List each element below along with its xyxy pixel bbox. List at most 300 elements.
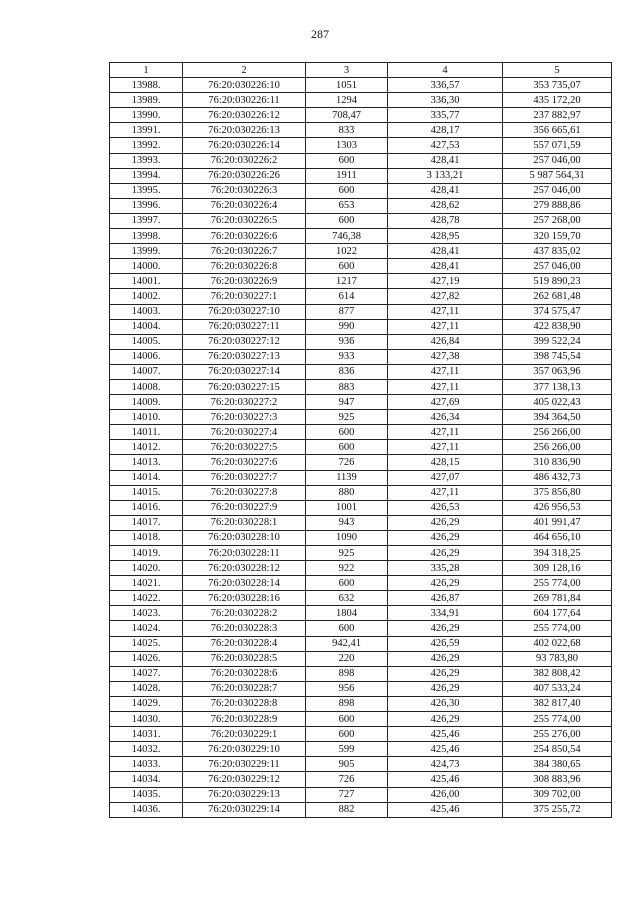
area-cell: 727 <box>306 787 388 802</box>
row-number-cell: 14034. <box>110 772 183 787</box>
cadastral-value-cell: 255 774,00 <box>503 712 612 727</box>
table-row <box>110 319 612 334</box>
specific-value-cell: 426,29 <box>388 621 503 636</box>
specific-value-cell: 426,00 <box>388 787 503 802</box>
row-number-cell: 14023. <box>110 606 183 621</box>
specific-value-cell: 426,29 <box>388 666 503 681</box>
table-row <box>110 349 612 364</box>
cadastral-number-cell: 76:20:030228:8 <box>183 696 306 711</box>
cadastral-number-cell: 76:20:030227:7 <box>183 470 306 485</box>
cadastral-number-cell: 76:20:030227:11 <box>183 319 306 334</box>
cadastral-value-cell: 356 665,61 <box>503 123 612 138</box>
area-cell: 1294 <box>306 93 388 108</box>
table-row <box>110 213 612 228</box>
specific-value-cell: 426,29 <box>388 712 503 727</box>
specific-value-cell: 425,46 <box>388 802 503 817</box>
area-cell: 1090 <box>306 530 388 545</box>
specific-value-cell: 428,41 <box>388 153 503 168</box>
area-cell: 880 <box>306 485 388 500</box>
table-row <box>110 123 612 138</box>
table-row <box>110 183 612 198</box>
cadastral-number-cell: 76:20:030229:14 <box>183 802 306 817</box>
row-number-cell: 14000. <box>110 259 183 274</box>
area-cell: 1804 <box>306 606 388 621</box>
table-row <box>110 757 612 772</box>
page-number: 287 <box>311 27 329 41</box>
cadastral-number-cell: 76:20:030229:12 <box>183 772 306 787</box>
area-cell: 833 <box>306 123 388 138</box>
area-cell: 922 <box>306 561 388 576</box>
area-cell: 1022 <box>306 244 388 259</box>
row-number-cell: 14031. <box>110 727 183 742</box>
cadastral-number-cell: 76:20:030227:15 <box>183 379 306 394</box>
table-row <box>110 546 612 561</box>
table-row <box>110 364 612 379</box>
area-cell: 653 <box>306 198 388 213</box>
row-number-cell: 14010. <box>110 410 183 425</box>
cadastral-value-cell: 375 856,80 <box>503 485 612 500</box>
table-row <box>110 515 612 530</box>
row-number-cell: 14025. <box>110 636 183 651</box>
row-number-cell: 14036. <box>110 802 183 817</box>
area-cell: 877 <box>306 304 388 319</box>
specific-value-cell: 426,29 <box>388 681 503 696</box>
table-row <box>110 425 612 440</box>
cadastral-value-cell: 257 046,00 <box>503 183 612 198</box>
row-number-cell: 13998. <box>110 229 183 244</box>
cadastral-number-cell: 76:20:030227:13 <box>183 349 306 364</box>
row-number-cell: 13999. <box>110 244 183 259</box>
specific-value-cell: 426,87 <box>388 591 503 606</box>
cadastral-number-cell: 76:20:030227:6 <box>183 455 306 470</box>
table-row <box>110 229 612 244</box>
cadastral-value-cell: 353 735,07 <box>503 78 612 93</box>
cadastral-number-cell: 76:20:030228:4 <box>183 636 306 651</box>
specific-value-cell: 335,77 <box>388 108 503 123</box>
specific-value-cell: 426,29 <box>388 546 503 561</box>
row-number-cell: 13995. <box>110 183 183 198</box>
specific-value-cell: 428,41 <box>388 244 503 259</box>
cadastral-value-cell: 257 046,00 <box>503 259 612 274</box>
table-row <box>110 591 612 606</box>
cadastral-number-cell: 76:20:030226:7 <box>183 244 306 259</box>
specific-value-cell: 427,11 <box>388 425 503 440</box>
cadastral-number-cell: 76:20:030228:9 <box>183 712 306 727</box>
area-cell: 600 <box>306 727 388 742</box>
area-cell: 600 <box>306 576 388 591</box>
row-number-cell: 14030. <box>110 712 183 727</box>
table-row <box>110 727 612 742</box>
cadastral-number-cell: 76:20:030228:1 <box>183 515 306 530</box>
specific-value-cell: 336,30 <box>388 93 503 108</box>
area-cell: 836 <box>306 364 388 379</box>
table-row <box>110 198 612 213</box>
table-row <box>110 802 612 817</box>
cadastral-number-cell: 76:20:030227:14 <box>183 364 306 379</box>
specific-value-cell: 427,11 <box>388 304 503 319</box>
area-cell: 882 <box>306 802 388 817</box>
area-cell: 746,38 <box>306 229 388 244</box>
row-number-cell: 13991. <box>110 123 183 138</box>
row-number-cell: 14008. <box>110 379 183 394</box>
cadastral-value-cell: 254 850,54 <box>503 742 612 757</box>
column-header: 3 <box>306 63 388 78</box>
specific-value-cell: 425,46 <box>388 742 503 757</box>
table-row <box>110 289 612 304</box>
cadastral-number-cell: 76:20:030226:8 <box>183 259 306 274</box>
specific-value-cell: 426,29 <box>388 576 503 591</box>
area-cell: 708,47 <box>306 108 388 123</box>
area-cell: 1001 <box>306 500 388 515</box>
specific-value-cell: 428,15 <box>388 455 503 470</box>
row-number-cell: 14019. <box>110 546 183 561</box>
specific-value-cell: 426,29 <box>388 515 503 530</box>
table-row <box>110 696 612 711</box>
table-row <box>110 636 612 651</box>
cadastral-number-cell: 76:20:030226:6 <box>183 229 306 244</box>
table-row <box>110 530 612 545</box>
table-row <box>110 153 612 168</box>
row-number-cell: 14006. <box>110 349 183 364</box>
table-header-row <box>110 63 612 78</box>
cadastral-value-cell: 384 380,65 <box>503 757 612 772</box>
cadastral-number-cell: 76:20:030229:10 <box>183 742 306 757</box>
cadastral-number-cell: 76:20:030228:5 <box>183 651 306 666</box>
area-cell: 1139 <box>306 470 388 485</box>
cadastral-number-cell: 76:20:030227:8 <box>183 485 306 500</box>
area-cell: 600 <box>306 213 388 228</box>
row-number-cell: 14009. <box>110 395 183 410</box>
area-cell: 599 <box>306 742 388 757</box>
table-row <box>110 334 612 349</box>
cadastral-value-cell: 309 702,00 <box>503 787 612 802</box>
specific-value-cell: 336,57 <box>388 78 503 93</box>
table-row <box>110 455 612 470</box>
area-cell: 600 <box>306 621 388 636</box>
row-number-cell: 14028. <box>110 681 183 696</box>
cadastral-number-cell: 76:20:030226:9 <box>183 274 306 289</box>
area-cell: 936 <box>306 334 388 349</box>
row-number-cell: 14021. <box>110 576 183 591</box>
cadastral-number-cell: 76:20:030227:1 <box>183 289 306 304</box>
area-cell: 726 <box>306 455 388 470</box>
specific-value-cell: 427,11 <box>388 485 503 500</box>
cadastral-value-cell: 237 882,97 <box>503 108 612 123</box>
row-number-cell: 13989. <box>110 93 183 108</box>
cadastral-number-cell: 76:20:030226:4 <box>183 198 306 213</box>
specific-value-cell: 425,46 <box>388 772 503 787</box>
specific-value-cell: 427,11 <box>388 440 503 455</box>
area-cell: 600 <box>306 440 388 455</box>
cadastral-value-cell: 255 276,00 <box>503 727 612 742</box>
table-row <box>110 395 612 410</box>
specific-value-cell: 428,78 <box>388 213 503 228</box>
area-cell: 600 <box>306 183 388 198</box>
table-row <box>110 576 612 591</box>
column-header: 2 <box>183 63 306 78</box>
row-number-cell: 14027. <box>110 666 183 681</box>
specific-value-cell: 426,29 <box>388 530 503 545</box>
table-row <box>110 304 612 319</box>
cadastral-value-cell: 407 533,24 <box>503 681 612 696</box>
cadastral-value-cell: 320 159,70 <box>503 229 612 244</box>
row-number-cell: 14029. <box>110 696 183 711</box>
row-number-cell: 13993. <box>110 153 183 168</box>
cadastral-number-cell: 76:20:030228:10 <box>183 530 306 545</box>
area-cell: 614 <box>306 289 388 304</box>
cadastral-value-cell: 255 774,00 <box>503 621 612 636</box>
cadastral-value-cell: 557 071,59 <box>503 138 612 153</box>
cadastral-number-cell: 76:20:030226:10 <box>183 78 306 93</box>
area-cell: 898 <box>306 666 388 681</box>
area-cell: 905 <box>306 757 388 772</box>
row-number-cell: 14012. <box>110 440 183 455</box>
specific-value-cell: 426,29 <box>388 651 503 666</box>
table-body <box>110 78 612 818</box>
table-row <box>110 500 612 515</box>
area-cell: 883 <box>306 379 388 394</box>
table-row <box>110 138 612 153</box>
cadastral-value-cell: 256 266,00 <box>503 425 612 440</box>
specific-value-cell: 428,17 <box>388 123 503 138</box>
row-number-cell: 14035. <box>110 787 183 802</box>
area-cell: 898 <box>306 696 388 711</box>
table-row <box>110 440 612 455</box>
table-row <box>110 772 612 787</box>
row-number-cell: 13988. <box>110 78 183 93</box>
table-row <box>110 78 612 93</box>
row-number-cell: 14024. <box>110 621 183 636</box>
specific-value-cell: 428,41 <box>388 259 503 274</box>
specific-value-cell: 426,34 <box>388 410 503 425</box>
cadastral-number-cell: 76:20:030228:6 <box>183 666 306 681</box>
cadastral-number-cell: 76:20:030226:11 <box>183 93 306 108</box>
row-number-cell: 14003. <box>110 304 183 319</box>
table-row <box>110 244 612 259</box>
row-number-cell: 13996. <box>110 198 183 213</box>
cadastral-number-cell: 76:20:030228:2 <box>183 606 306 621</box>
cadastral-value-cell: 269 781,84 <box>503 591 612 606</box>
area-cell: 933 <box>306 349 388 364</box>
row-number-cell: 14020. <box>110 561 183 576</box>
table-row <box>110 561 612 576</box>
row-number-cell: 14007. <box>110 364 183 379</box>
column-header: 1 <box>110 63 183 78</box>
cadastral-value-cell: 357 063,96 <box>503 364 612 379</box>
cadastral-value-cell: 257 046,00 <box>503 153 612 168</box>
cadastral-value-cell: 374 575,47 <box>503 304 612 319</box>
cadastral-value-cell: 426 956,53 <box>503 500 612 515</box>
table-row <box>110 470 612 485</box>
row-number-cell: 14022. <box>110 591 183 606</box>
cadastral-number-cell: 76:20:030227:3 <box>183 410 306 425</box>
cadastral-value-cell: 398 745,54 <box>503 349 612 364</box>
cadastral-number-cell: 76:20:030228:3 <box>183 621 306 636</box>
specific-value-cell: 426,53 <box>388 500 503 515</box>
cadastral-number-cell: 76:20:030227:10 <box>183 304 306 319</box>
cadastral-value-cell: 262 681,48 <box>503 289 612 304</box>
cadastral-value-cell: 382 808,42 <box>503 666 612 681</box>
cadastral-value-cell: 394 318,25 <box>503 546 612 561</box>
row-number-cell: 14013. <box>110 455 183 470</box>
cadastral-value-cell: 309 128,16 <box>503 561 612 576</box>
specific-value-cell: 335,28 <box>388 561 503 576</box>
cadastral-number-cell: 76:20:030227:5 <box>183 440 306 455</box>
row-number-cell: 14032. <box>110 742 183 757</box>
specific-value-cell: 334,91 <box>388 606 503 621</box>
row-number-cell: 14002. <box>110 289 183 304</box>
cadastral-value-cell: 435 172,20 <box>503 93 612 108</box>
cadastral-number-cell: 76:20:030227:12 <box>183 334 306 349</box>
area-cell: 942,41 <box>306 636 388 651</box>
area-cell: 726 <box>306 772 388 787</box>
row-number-cell: 14004. <box>110 319 183 334</box>
row-number-cell: 14033. <box>110 757 183 772</box>
area-cell: 956 <box>306 681 388 696</box>
table-row <box>110 681 612 696</box>
specific-value-cell: 428,95 <box>388 229 503 244</box>
cadastral-number-cell: 76:20:030226:2 <box>183 153 306 168</box>
area-cell: 600 <box>306 259 388 274</box>
area-cell: 600 <box>306 712 388 727</box>
table-row <box>110 410 612 425</box>
area-cell: 1051 <box>306 78 388 93</box>
row-number-cell: 14001. <box>110 274 183 289</box>
cadastral-value-cell: 437 835,02 <box>503 244 612 259</box>
specific-value-cell: 3 133,21 <box>388 168 503 183</box>
area-cell: 1217 <box>306 274 388 289</box>
area-cell: 925 <box>306 546 388 561</box>
cadastral-number-cell: 76:20:030228:14 <box>183 576 306 591</box>
cadastral-number-cell: 76:20:030226:13 <box>183 123 306 138</box>
table-row <box>110 108 612 123</box>
cadastral-value-cell: 5 987 564,31 <box>503 168 612 183</box>
cadastral-number-cell: 76:20:030228:7 <box>183 681 306 696</box>
cadastral-number-cell: 76:20:030227:4 <box>183 425 306 440</box>
cadastral-value-cell: 382 817,40 <box>503 696 612 711</box>
column-header: 5 <box>503 63 612 78</box>
cadastral-value-cell: 394 364,50 <box>503 410 612 425</box>
area-cell: 925 <box>306 410 388 425</box>
table-row <box>110 168 612 183</box>
cadastral-number-cell: 76:20:030228:11 <box>183 546 306 561</box>
specific-value-cell: 428,41 <box>388 183 503 198</box>
table-row <box>110 606 612 621</box>
area-cell: 1303 <box>306 138 388 153</box>
specific-value-cell: 426,59 <box>388 636 503 651</box>
cadastral-number-cell: 76:20:030228:12 <box>183 561 306 576</box>
cadastral-value-cell: 405 022,43 <box>503 395 612 410</box>
cadastral-value-cell: 401 991,47 <box>503 515 612 530</box>
cadastral-value-cell: 93 783,80 <box>503 651 612 666</box>
specific-value-cell: 427,69 <box>388 395 503 410</box>
table-row <box>110 712 612 727</box>
area-cell: 600 <box>306 153 388 168</box>
cadastral-value-cell: 604 177,64 <box>503 606 612 621</box>
cadastral-number-cell: 76:20:030226:26 <box>183 168 306 183</box>
table-row <box>110 485 612 500</box>
table-row <box>110 787 612 802</box>
cadastral-number-cell: 76:20:030226:3 <box>183 183 306 198</box>
cadastral-value-cell: 519 890,23 <box>503 274 612 289</box>
specific-value-cell: 427,53 <box>388 138 503 153</box>
cadastral-value-cell: 399 522,24 <box>503 334 612 349</box>
table-row <box>110 379 612 394</box>
specific-value-cell: 426,84 <box>388 334 503 349</box>
area-cell: 947 <box>306 395 388 410</box>
row-number-cell: 13990. <box>110 108 183 123</box>
cadastral-value-cell: 279 888,86 <box>503 198 612 213</box>
specific-value-cell: 426,30 <box>388 696 503 711</box>
cadastral-number-cell: 76:20:030229:13 <box>183 787 306 802</box>
cadastral-value-cell: 308 883,96 <box>503 772 612 787</box>
cadastral-value-cell: 310 836,90 <box>503 455 612 470</box>
row-number-cell: 14016. <box>110 500 183 515</box>
cadastral-value-cell: 255 774,00 <box>503 576 612 591</box>
specific-value-cell: 424,73 <box>388 757 503 772</box>
specific-value-cell: 427,11 <box>388 319 503 334</box>
table-row <box>110 651 612 666</box>
specific-value-cell: 427,38 <box>388 349 503 364</box>
area-cell: 990 <box>306 319 388 334</box>
specific-value-cell: 428,62 <box>388 198 503 213</box>
cadastral-value-cell: 486 432,73 <box>503 470 612 485</box>
cadastral-value-cell: 256 266,00 <box>503 440 612 455</box>
cadastral-number-cell: 76:20:030229:1 <box>183 727 306 742</box>
cadastral-value-cell: 257 268,00 <box>503 213 612 228</box>
area-cell: 600 <box>306 425 388 440</box>
cadastral-number-cell: 76:20:030228:16 <box>183 591 306 606</box>
area-cell: 632 <box>306 591 388 606</box>
table-row <box>110 259 612 274</box>
specific-value-cell: 425,46 <box>388 727 503 742</box>
row-number-cell: 14018. <box>110 530 183 545</box>
row-number-cell: 14015. <box>110 485 183 500</box>
row-number-cell: 13994. <box>110 168 183 183</box>
row-number-cell: 13997. <box>110 213 183 228</box>
column-header: 4 <box>388 63 503 78</box>
cadastral-value-cell: 377 138,13 <box>503 379 612 394</box>
cadastral-value-cell: 375 255,72 <box>503 802 612 817</box>
cadastral-number-cell: 76:20:030227:2 <box>183 395 306 410</box>
cadastral-number-cell: 76:20:030226:5 <box>183 213 306 228</box>
row-number-cell: 14005. <box>110 334 183 349</box>
specific-value-cell: 427,11 <box>388 364 503 379</box>
area-cell: 1911 <box>306 168 388 183</box>
specific-value-cell: 427,19 <box>388 274 503 289</box>
cadastral-number-cell: 76:20:030226:14 <box>183 138 306 153</box>
specific-value-cell: 427,82 <box>388 289 503 304</box>
table-row <box>110 274 612 289</box>
cadastral-number-cell: 76:20:030227:9 <box>183 500 306 515</box>
row-number-cell: 14026. <box>110 651 183 666</box>
row-number-cell: 14014. <box>110 470 183 485</box>
cadastral-value-table <box>109 62 612 818</box>
cadastral-value-cell: 422 838,90 <box>503 319 612 334</box>
table-row <box>110 93 612 108</box>
table-row <box>110 621 612 636</box>
table-row <box>110 742 612 757</box>
cadastral-number-cell: 76:20:030226:12 <box>183 108 306 123</box>
row-number-cell: 13992. <box>110 138 183 153</box>
table-row <box>110 666 612 681</box>
specific-value-cell: 427,07 <box>388 470 503 485</box>
cadastral-number-cell: 76:20:030229:11 <box>183 757 306 772</box>
row-number-cell: 14017. <box>110 515 183 530</box>
specific-value-cell: 427,11 <box>388 379 503 394</box>
area-cell: 943 <box>306 515 388 530</box>
row-number-cell: 14011. <box>110 425 183 440</box>
